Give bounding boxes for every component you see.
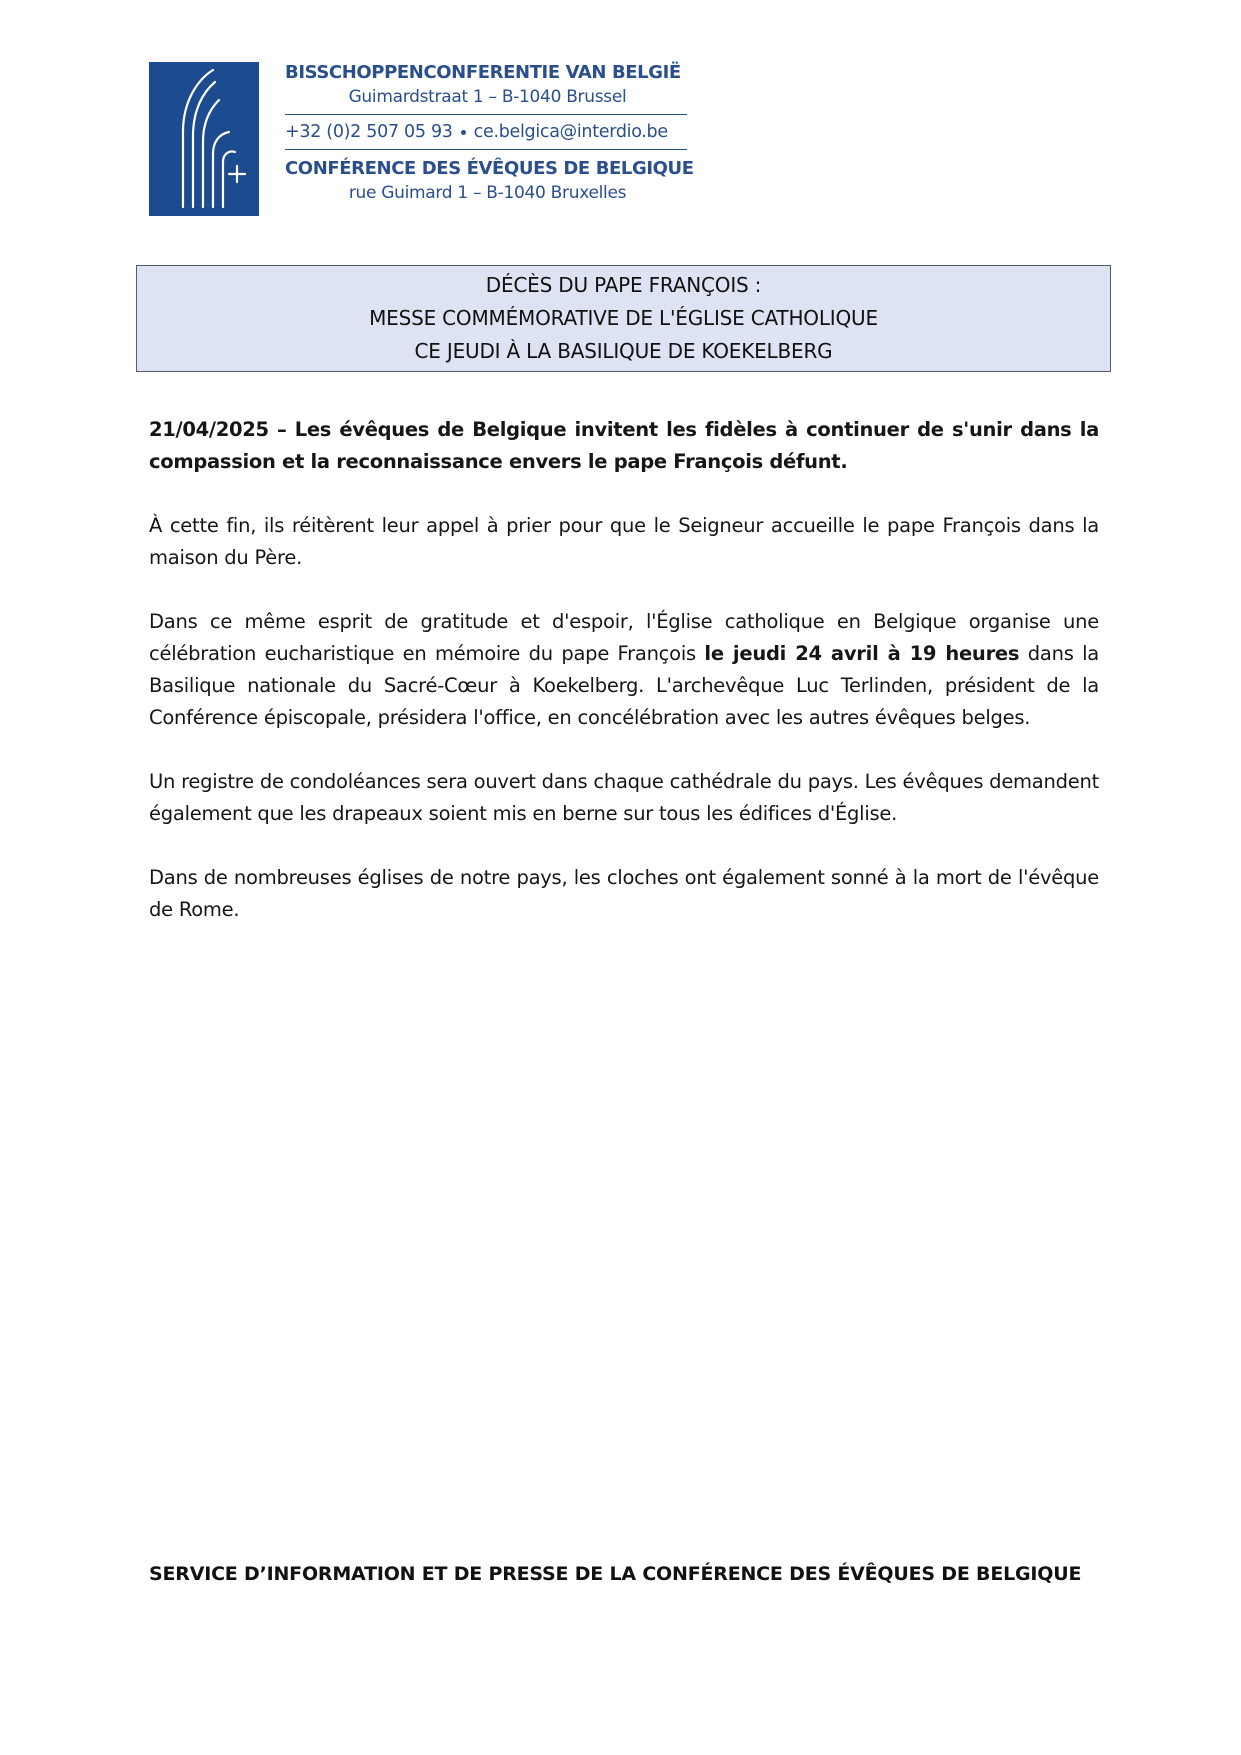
crozier-logo-icon xyxy=(149,62,259,216)
address-fr: rue Guimard 1 – B-1040 Bruxelles xyxy=(348,183,627,203)
paragraph-bells: Dans de nombreuses églises de notre pays, les cloches ont également sonné à la mort de l'évêque de Rome. xyxy=(149,866,1099,921)
phone-number: +32 (0)2 507 05 93 xyxy=(285,122,453,142)
celebration-date: le jeudi 24 avril à 19 heures xyxy=(704,642,1020,665)
celebration-text-a: Dans ce même esprit de gratitude et d'espoir, l'Église catholique en Belgique organise une célébration eucharistique en mémoire du pape François xyxy=(149,610,1099,665)
title-line-2: MESSE COMMÉMORATIVE DE L'ÉGLISE CATHOLIQUE xyxy=(369,306,878,330)
email-address[interactable]: ce.belgica@interdio.be xyxy=(473,122,668,142)
title-line-1: DÉCÈS DU PAPE FRANÇOIS : xyxy=(485,273,762,297)
lead-paragraph: 21/04/2025 – Les évêques de Belgique invitent les fidèles à continuer de s'unir dans la compassion et la reconnaissance envers le pape François défunt. xyxy=(149,418,1099,473)
press-release-body xyxy=(149,414,1099,958)
contact-line xyxy=(285,122,690,142)
header-divider-2 xyxy=(285,149,687,150)
letterhead xyxy=(149,62,694,218)
paragraph-condolences: Un registre de condoléances sera ouvert dans chaque cathédrale du pays. Les évêques demandent également que les drapeaux soient mis en berne sur tous les édifices d'Église. xyxy=(149,770,1099,825)
header-divider xyxy=(285,114,687,115)
press-release-title xyxy=(136,265,1111,372)
org-contact-block xyxy=(285,62,694,203)
org-name-fr: CONFÉRENCE DES ÉVÊQUES DE BELGIQUE xyxy=(285,158,694,179)
bullet-dot-icon xyxy=(461,130,466,135)
address-nl: Guimardstraat 1 – B-1040 Brussel xyxy=(348,87,627,107)
org-name-nl: BISSCHOPPENCONFERENTIE VAN BELGIË xyxy=(285,62,681,83)
episcopal-logo xyxy=(149,62,259,216)
title-line-3: CE JEUDI À LA BASILIQUE DE KOEKELBERG xyxy=(414,339,833,363)
paragraph-prayer: À cette fin, ils réitèrent leur appel à prier pour que le Seigneur accueille le pape François dans la maison du Père. xyxy=(149,514,1099,569)
celebration-text-b: dans la Basilique nationale du Sacré-Cœur à Koekelberg. L'archevêque Luc Terlinden, président de la Conférence épiscopale, présidera l'office, en concélébration avec les autres évêques belges. xyxy=(149,642,1099,729)
footer-service-line: SERVICE D’INFORMATION ET DE PRESSE DE LA CONFÉRENCE DES ÉVÊQUES DE BELGIQUE xyxy=(149,1563,1082,1585)
paragraph-celebration xyxy=(149,606,1099,734)
